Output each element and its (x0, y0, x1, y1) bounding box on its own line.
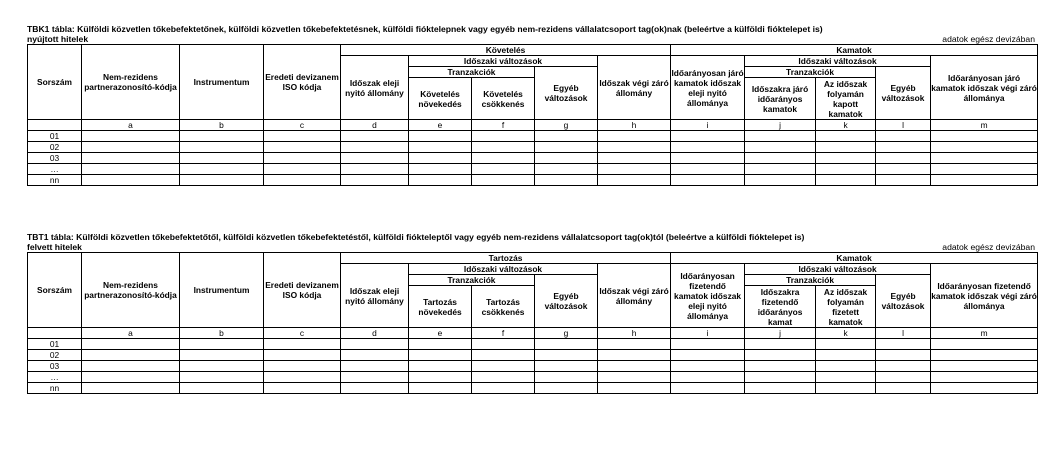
row-number: 02 (28, 350, 82, 361)
data-cell[interactable] (671, 372, 745, 383)
letter-cell: f (472, 328, 535, 339)
data-cell[interactable] (82, 339, 180, 350)
letter-cell: k (816, 120, 876, 131)
col-int-period: Időszakra járó időarányos kamatok (745, 78, 816, 120)
table-row (28, 164, 1038, 175)
data-cell[interactable] (816, 153, 876, 164)
data-cell[interactable] (409, 372, 472, 383)
col-int-period: Időszakra fizetendő időarányos kamat (745, 286, 816, 328)
data-cell[interactable] (264, 383, 341, 394)
letter-cell: c (264, 120, 341, 131)
data-cell[interactable] (876, 153, 931, 164)
letter-cell: i (671, 120, 745, 131)
data-cell[interactable] (341, 350, 409, 361)
col-iso: Eredeti devizanem ISO kódja (264, 45, 341, 120)
table-row (28, 153, 1038, 164)
col-partner: Nem-rezidens partnerazonosító-kódja (82, 45, 180, 120)
col-closing: Időszak végi záró állomány (598, 56, 671, 120)
data-cell[interactable] (745, 350, 816, 361)
tbt1-title-line1: TBT1 tábla: Külföldi közvetlen tőkebefektetőtől, külföldi közvetlen tőkebefektetéstől, külföldi fiókteleptől vagy egyéb nem-rezidens vállalatcsoport tag(ok)tól (beleértve a külföldi fióktelepet is) (27, 232, 805, 242)
data-cell[interactable] (745, 153, 816, 164)
data-cell[interactable] (745, 339, 816, 350)
tbt1-unit-note: adatok egész devizában (942, 242, 1035, 252)
data-cell[interactable] (535, 142, 598, 153)
data-cell[interactable] (472, 175, 535, 186)
data-cell[interactable] (82, 361, 180, 372)
group-kamatok: Kamatok (671, 45, 1038, 56)
data-cell[interactable] (264, 131, 341, 142)
data-cell[interactable] (341, 153, 409, 164)
data-cell[interactable] (931, 153, 1038, 164)
data-cell[interactable] (180, 361, 264, 372)
data-cell[interactable] (82, 175, 180, 186)
data-cell[interactable] (816, 164, 876, 175)
letter-cell: g (535, 328, 598, 339)
data-cell[interactable] (341, 372, 409, 383)
group-transactions: Tranzakciók (409, 275, 535, 286)
row-number: … (28, 372, 82, 383)
group-int-period-changes: Időszaki változások (745, 56, 931, 67)
data-cell[interactable] (341, 131, 409, 142)
data-cell[interactable] (264, 164, 341, 175)
data-cell[interactable] (409, 175, 472, 186)
col-int-other: Egyéb változások (876, 275, 931, 328)
data-cell[interactable] (82, 350, 180, 361)
col-int-other: Egyéb változások (876, 67, 931, 120)
data-cell[interactable] (816, 383, 876, 394)
data-cell[interactable] (876, 339, 931, 350)
data-cell[interactable] (671, 383, 745, 394)
data-cell[interactable] (598, 153, 671, 164)
table-row (28, 142, 1038, 153)
data-cell[interactable] (472, 361, 535, 372)
data-cell[interactable] (264, 339, 341, 350)
data-cell[interactable] (598, 142, 671, 153)
data-cell[interactable] (409, 164, 472, 175)
data-cell[interactable] (745, 361, 816, 372)
data-cell[interactable] (82, 372, 180, 383)
letter-cell: j (745, 328, 816, 339)
col-int-opening: Időarányosan fizetendő kamatok időszak eleji nyitó állománya (671, 264, 745, 328)
data-cell[interactable] (180, 164, 264, 175)
data-cell[interactable] (671, 361, 745, 372)
data-cell[interactable] (598, 361, 671, 372)
col-int-paid: Az időszak folyamán fizetett kamatok (816, 286, 876, 328)
data-cell[interactable] (264, 372, 341, 383)
data-cell[interactable] (472, 142, 535, 153)
data-cell[interactable] (598, 164, 671, 175)
data-cell[interactable] (472, 164, 535, 175)
col-other-changes: Egyéb változások (535, 67, 598, 120)
letter-cell: b (180, 120, 264, 131)
group-int-period-changes: Időszaki változások (745, 264, 931, 275)
data-cell[interactable] (816, 350, 876, 361)
table-row (28, 339, 1038, 350)
data-cell[interactable] (535, 164, 598, 175)
tbt1-title (27, 232, 1037, 252)
row-number: nn (28, 383, 82, 394)
col-int-opening: Időarányosan járó kamatok időszak eleji nyitó állománya (671, 56, 745, 120)
data-cell[interactable] (931, 361, 1038, 372)
data-cell[interactable] (341, 175, 409, 186)
letter-cell: g (535, 120, 598, 131)
col-instrumentum: Instrumentum (180, 253, 264, 328)
data-cell[interactable] (409, 142, 472, 153)
data-cell[interactable] (82, 164, 180, 175)
row-number: nn (28, 175, 82, 186)
data-cell[interactable] (876, 131, 931, 142)
col-other-changes: Egyéb változások (535, 275, 598, 328)
data-cell[interactable] (82, 142, 180, 153)
data-cell[interactable] (876, 383, 931, 394)
data-cell[interactable] (598, 175, 671, 186)
letter-cell: j (745, 120, 816, 131)
data-cell[interactable] (598, 372, 671, 383)
group-kovetelés: Követelés (341, 45, 671, 56)
data-cell[interactable] (535, 153, 598, 164)
group-tartozas: Tartozás (341, 253, 671, 264)
row-number: 02 (28, 142, 82, 153)
data-cell[interactable] (409, 153, 472, 164)
letter-cell: i (671, 328, 745, 339)
data-cell[interactable] (876, 142, 931, 153)
letter-cell: d (341, 120, 409, 131)
data-cell[interactable] (816, 361, 876, 372)
group-period-changes: Időszaki változások (409, 56, 598, 67)
col-int-closing: Időarányosan járó kamatok időszak végi záró állománya (931, 56, 1038, 120)
data-cell[interactable] (341, 164, 409, 175)
letter-cell: k (816, 328, 876, 339)
data-cell[interactable] (472, 153, 535, 164)
tbk1-table (27, 44, 1038, 186)
letter-cell: h (598, 120, 671, 131)
data-cell[interactable] (472, 383, 535, 394)
row-number: 03 (28, 361, 82, 372)
letter-cell: f (472, 120, 535, 131)
letter-cell (28, 328, 82, 339)
data-cell[interactable] (180, 339, 264, 350)
data-cell[interactable] (671, 339, 745, 350)
data-cell[interactable] (180, 383, 264, 394)
row-number: 01 (28, 131, 82, 142)
table-row (28, 350, 1038, 361)
letter-cell (28, 120, 82, 131)
group-transactions: Tranzakciók (409, 67, 535, 78)
data-cell[interactable] (931, 372, 1038, 383)
data-cell[interactable] (264, 350, 341, 361)
data-cell[interactable] (745, 142, 816, 153)
data-cell[interactable] (745, 383, 816, 394)
data-cell[interactable] (671, 164, 745, 175)
row-number: … (28, 164, 82, 175)
letter-cell: m (931, 328, 1038, 339)
data-cell[interactable] (341, 361, 409, 372)
group-period-changes: Időszaki változások (409, 264, 598, 275)
data-cell[interactable] (671, 131, 745, 142)
tbt1-title-line2: felvett hitelek (27, 242, 82, 252)
data-cell[interactable] (745, 175, 816, 186)
data-cell[interactable] (341, 142, 409, 153)
data-cell[interactable] (180, 350, 264, 361)
data-cell[interactable] (816, 175, 876, 186)
data-cell[interactable] (409, 383, 472, 394)
data-cell[interactable] (264, 153, 341, 164)
data-cell[interactable] (264, 361, 341, 372)
data-cell[interactable] (472, 350, 535, 361)
tbk1-block (27, 24, 1037, 186)
data-cell[interactable] (180, 131, 264, 142)
data-cell[interactable] (341, 339, 409, 350)
data-cell[interactable] (180, 142, 264, 153)
col-opening: Időszak eleji nyitó állomány (341, 264, 409, 328)
col-closing: Időszak végi záró állomány (598, 264, 671, 328)
tbt1-block (27, 232, 1037, 394)
table-row (28, 372, 1038, 383)
data-cell[interactable] (409, 339, 472, 350)
data-cell[interactable] (876, 361, 931, 372)
data-cell[interactable] (598, 350, 671, 361)
group-int-transactions: Tranzakciók (745, 67, 876, 78)
data-cell[interactable] (816, 339, 876, 350)
col-iso: Eredeti devizanem ISO kódja (264, 253, 341, 328)
data-cell[interactable] (535, 175, 598, 186)
table-row (28, 383, 1038, 394)
table-row (28, 175, 1038, 186)
data-cell[interactable] (535, 372, 598, 383)
tbk1-title (27, 24, 1037, 44)
col-sorszam: Sorszám (28, 45, 82, 120)
letter-cell: l (876, 120, 931, 131)
data-cell[interactable] (598, 339, 671, 350)
data-cell[interactable] (535, 339, 598, 350)
tbk1-title-line2: nyújtott hitelek (27, 34, 89, 44)
tbt1-table (27, 252, 1038, 394)
letter-cell: e (409, 328, 472, 339)
data-cell[interactable] (180, 175, 264, 186)
data-cell[interactable] (876, 350, 931, 361)
data-cell[interactable] (931, 339, 1038, 350)
data-cell[interactable] (745, 131, 816, 142)
col-instrumentum: Instrumentum (180, 45, 264, 120)
col-partner: Nem-rezidens partnerazonosító-kódja (82, 253, 180, 328)
data-cell[interactable] (671, 142, 745, 153)
data-cell[interactable] (931, 131, 1038, 142)
data-cell[interactable] (931, 142, 1038, 153)
data-cell[interactable] (472, 131, 535, 142)
data-cell[interactable] (535, 361, 598, 372)
data-cell[interactable] (472, 372, 535, 383)
letter-cell: h (598, 328, 671, 339)
letter-cell: m (931, 120, 1038, 131)
data-cell[interactable] (82, 153, 180, 164)
tbk1-title-line1: TBK1 tábla: Külföldi közvetlen tőkebefektetőnek, külföldi közvetlen tőkebefektetésnek, külföldi fióktelepnek vagy egyéb nem-rezidens vállalatcsoport tag(ok)nak (beleértve a külföldi fióktelepet is) (27, 24, 823, 34)
table-row (28, 131, 1038, 142)
col-opening: Időszak eleji nyitó állomány (341, 56, 409, 120)
row-number: 03 (28, 153, 82, 164)
data-cell[interactable] (876, 372, 931, 383)
data-cell[interactable] (931, 350, 1038, 361)
data-cell[interactable] (535, 131, 598, 142)
col-sorszam: Sorszám (28, 253, 82, 328)
data-cell[interactable] (598, 383, 671, 394)
data-cell[interactable] (931, 383, 1038, 394)
data-cell[interactable] (264, 142, 341, 153)
table-row (28, 361, 1038, 372)
data-cell[interactable] (745, 372, 816, 383)
col-increase: Tartozás növekedés (409, 286, 472, 328)
letter-cell: c (264, 328, 341, 339)
col-decrease: Követelés csökkenés (472, 78, 535, 120)
col-int-closing: Időarányosan fizetendő kamatok időszak végi záró állománya (931, 264, 1038, 328)
data-cell[interactable] (82, 131, 180, 142)
data-cell[interactable] (409, 131, 472, 142)
letter-cell: a (82, 120, 180, 131)
letter-cell: e (409, 120, 472, 131)
data-cell[interactable] (535, 383, 598, 394)
letter-cell: a (82, 328, 180, 339)
data-cell[interactable] (671, 153, 745, 164)
letter-cell: l (876, 328, 931, 339)
data-cell[interactable] (180, 372, 264, 383)
data-cell[interactable] (341, 383, 409, 394)
data-cell[interactable] (409, 361, 472, 372)
data-cell[interactable] (82, 383, 180, 394)
data-cell[interactable] (745, 164, 816, 175)
data-cell[interactable] (472, 339, 535, 350)
group-kamatok: Kamatok (671, 253, 1038, 264)
data-cell[interactable] (876, 175, 931, 186)
data-cell[interactable] (876, 164, 931, 175)
col-decrease: Tartozás csökkenés (472, 286, 535, 328)
tbk1-unit-note: adatok egész devizában (942, 34, 1035, 44)
group-int-transactions: Tranzakciók (745, 275, 876, 286)
data-cell[interactable] (931, 175, 1038, 186)
data-cell[interactable] (535, 350, 598, 361)
data-cell[interactable] (671, 175, 745, 186)
row-number: 01 (28, 339, 82, 350)
data-cell[interactable] (180, 153, 264, 164)
letter-cell: b (180, 328, 264, 339)
data-cell[interactable] (598, 131, 671, 142)
data-cell[interactable] (816, 372, 876, 383)
col-int-received: Az időszak folyamán kapott kamatok (816, 78, 876, 120)
letter-cell: d (341, 328, 409, 339)
data-cell[interactable] (671, 350, 745, 361)
data-cell[interactable] (816, 131, 876, 142)
data-cell[interactable] (931, 164, 1038, 175)
data-cell[interactable] (264, 175, 341, 186)
data-cell[interactable] (409, 350, 472, 361)
data-cell[interactable] (816, 142, 876, 153)
col-increase: Követelés növekedés (409, 78, 472, 120)
